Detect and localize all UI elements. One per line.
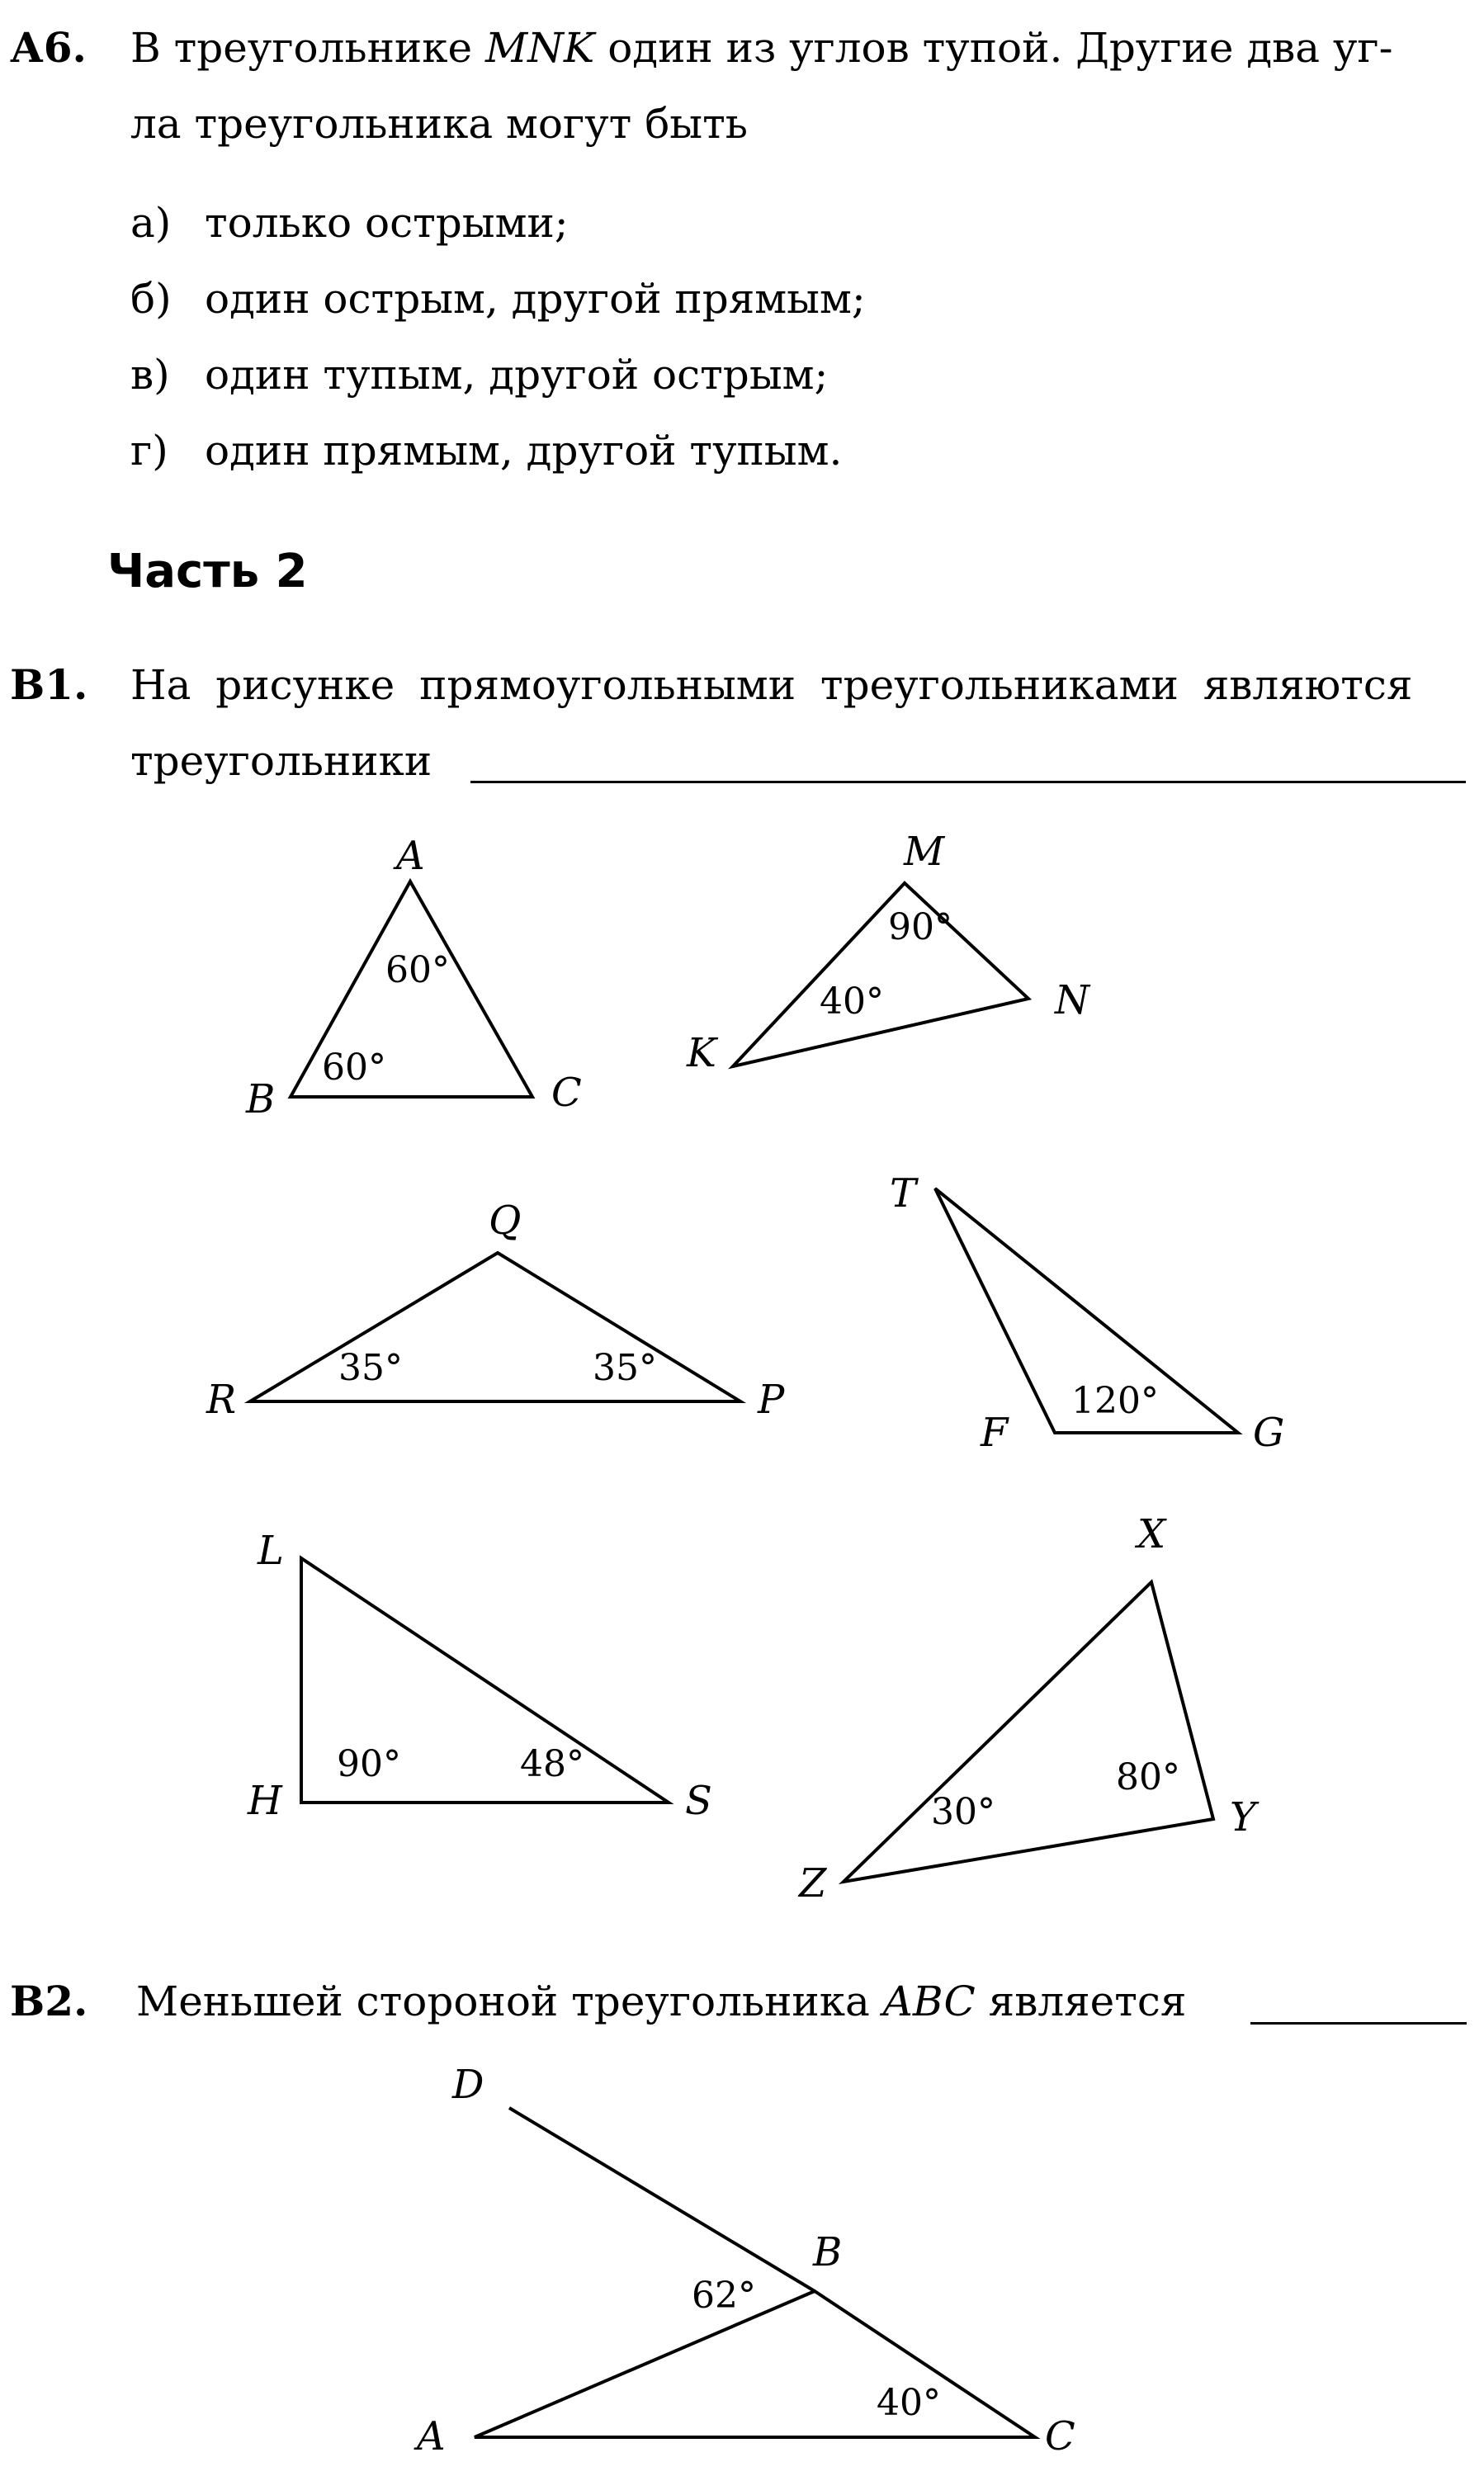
vertex-p-label: P xyxy=(758,1377,785,1423)
a6-number: А6. xyxy=(10,23,87,72)
angle-f-label: 120° xyxy=(1071,1380,1159,1422)
angle-b2-b-label: 62° xyxy=(692,2275,756,2317)
vertex-t-label: T xyxy=(890,1170,917,1217)
vertex-x-label: X xyxy=(1137,1511,1166,1557)
triangle-xyz xyxy=(844,1582,1213,1882)
part2-heading: Часть 2 xyxy=(107,545,308,598)
vertex-m-label: M xyxy=(904,829,945,875)
vertex-q-label: Q xyxy=(489,1198,522,1244)
triangle-mnk xyxy=(733,883,1028,1066)
vertex-b2-c-label: C xyxy=(1045,2413,1075,2459)
vertex-b2-b-label: B xyxy=(813,2229,843,2275)
segment-db xyxy=(509,2108,815,2291)
vertex-c-label: C xyxy=(551,1070,582,1116)
a6-line1-pre: В треугольнике xyxy=(130,24,485,72)
a6-option-b-letter: б) xyxy=(130,275,172,323)
angle-p-label: 35° xyxy=(593,1347,657,1389)
vertex-g-label: G xyxy=(1253,1410,1285,1456)
a6-option-c-letter: в) xyxy=(130,351,170,399)
angle-s-label: 48° xyxy=(520,1743,584,1785)
triangle-qrp xyxy=(250,1253,740,1401)
a6-option-a-text: только острыми; xyxy=(205,199,569,247)
angle-m-label: 90° xyxy=(888,906,952,948)
b1-text-line2: треугольники xyxy=(130,737,432,785)
vertex-d-label: D xyxy=(452,2062,484,2108)
a6-text-line2: ла треугольника могут быть xyxy=(130,100,748,148)
vertex-f-label: F xyxy=(981,1410,1009,1456)
vertex-l-label: L xyxy=(258,1528,284,1574)
a6-option-d-text: один прямым, другой тупым. xyxy=(205,427,843,475)
angle-r-label: 35° xyxy=(338,1347,403,1389)
vertex-s-label: S xyxy=(685,1778,712,1824)
vertex-b2-a-label: A xyxy=(417,2413,446,2459)
vertex-b-label: B xyxy=(246,1076,276,1122)
b2-pre: Меньшей стороной треугольника xyxy=(136,1977,883,2025)
angle-z-label: 30° xyxy=(931,1791,995,1833)
angle-a-label: 60° xyxy=(385,949,450,991)
b2-post: является xyxy=(975,1977,1187,2025)
vertex-z-label: Z xyxy=(799,1860,827,1907)
a6-option-c-text: один тупым, другой острым; xyxy=(205,351,829,399)
angle-b2-c-label: 40° xyxy=(877,2382,941,2424)
vertex-r-label: R xyxy=(206,1377,237,1423)
angle-b-label: 60° xyxy=(322,1047,386,1089)
a6-triangle-name: MNK xyxy=(484,24,595,72)
b1-text-line1: На рисунке прямоугольными треугольниками являются xyxy=(130,661,1413,709)
a6-line1-post: один из углов тупой. Другие два уг- xyxy=(594,24,1393,72)
b1-number: В1. xyxy=(10,660,88,709)
angle-y-label: 80° xyxy=(1116,1756,1180,1798)
b2-number: В2. xyxy=(10,1977,88,2025)
a6-option-d-letter: г) xyxy=(130,427,168,475)
vertex-n-label: N xyxy=(1055,977,1089,1023)
angle-k-label: 40° xyxy=(820,980,884,1023)
vertex-h-label: H xyxy=(248,1778,282,1824)
angle-h-label: 90° xyxy=(337,1743,401,1785)
a6-option-a-letter: а) xyxy=(130,199,172,247)
b2-triangle-name: ABC xyxy=(882,1977,976,2025)
vertex-k-label: K xyxy=(687,1030,716,1076)
vertex-a-label: A xyxy=(396,833,425,879)
a6-option-b-text: один острым, другой прямым; xyxy=(205,275,866,323)
vertex-y-label: Y xyxy=(1230,1794,1256,1840)
